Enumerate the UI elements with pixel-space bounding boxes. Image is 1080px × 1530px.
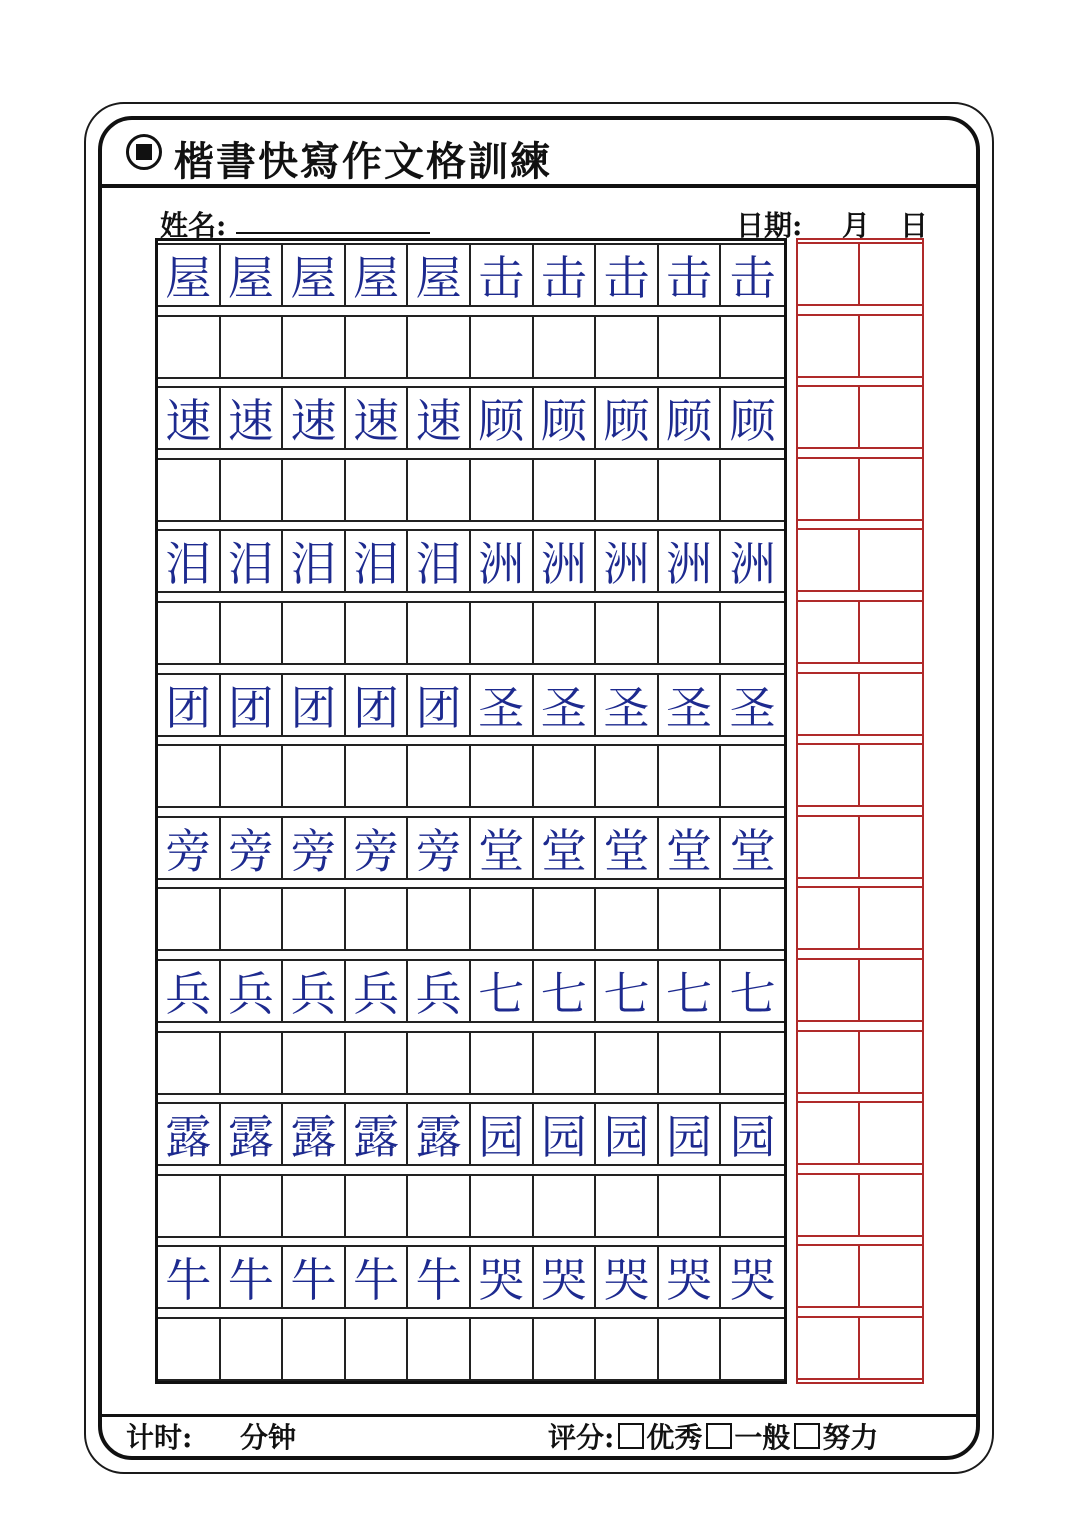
red-cell[interactable] <box>860 1244 922 1308</box>
blank-cell[interactable] <box>283 1031 346 1095</box>
blank-cell[interactable] <box>596 458 659 522</box>
blank-cell[interactable] <box>346 887 409 951</box>
character-cell: 露 <box>158 1102 221 1166</box>
checkbox-icon[interactable] <box>706 1423 732 1449</box>
blank-cell[interactable] <box>659 1317 722 1381</box>
blank-cell[interactable] <box>534 601 597 665</box>
blank-cell[interactable] <box>221 1317 284 1381</box>
blank-cell[interactable] <box>471 315 534 379</box>
red-cell[interactable] <box>798 672 860 736</box>
red-cell[interactable] <box>860 457 922 521</box>
character-cell: 兵 <box>221 959 284 1023</box>
practice-row <box>158 673 784 737</box>
blank-cell[interactable] <box>408 744 471 808</box>
character-cell: 击 <box>471 243 534 307</box>
character-cell: 七 <box>534 959 597 1023</box>
red-row <box>798 1244 922 1308</box>
red-cell[interactable] <box>860 600 922 664</box>
blank-cell[interactable] <box>408 458 471 522</box>
character-cell: 泪 <box>346 529 409 593</box>
character-cell: 泪 <box>408 529 471 593</box>
blank-cell[interactable] <box>408 1031 471 1095</box>
blank-cell[interactable] <box>471 1174 534 1238</box>
character-cell: 堂 <box>721 816 784 880</box>
score-option-effort[interactable]: 努力 <box>794 1416 878 1456</box>
blank-cell[interactable] <box>534 1174 597 1238</box>
character-cell: 洲 <box>596 529 659 593</box>
blank-cell[interactable] <box>408 1174 471 1238</box>
blank-cell[interactable] <box>283 1174 346 1238</box>
red-cell[interactable] <box>798 1316 860 1380</box>
character-cell: 击 <box>534 243 597 307</box>
red-cell[interactable] <box>860 242 922 306</box>
blank-cell[interactable] <box>596 1174 659 1238</box>
blank-cell[interactable] <box>659 601 722 665</box>
blank-cell[interactable] <box>721 1317 784 1381</box>
blank-cell[interactable] <box>659 744 722 808</box>
red-cell[interactable] <box>798 528 860 592</box>
character-cell: 牛 <box>346 1245 409 1309</box>
red-cell[interactable] <box>860 528 922 592</box>
blank-cell[interactable] <box>721 315 784 379</box>
red-cell[interactable] <box>860 1030 922 1094</box>
character-cell: 泪 <box>221 529 284 593</box>
red-cell[interactable] <box>860 815 922 879</box>
practice-row <box>158 386 784 450</box>
character-cell: 屋 <box>221 243 284 307</box>
score-option-excellent[interactable]: 优秀 <box>618 1416 702 1456</box>
red-cell[interactable] <box>860 1173 922 1237</box>
character-cell: 团 <box>221 673 284 737</box>
blank-cell[interactable] <box>471 601 534 665</box>
character-cell: 圣 <box>659 673 722 737</box>
red-row <box>798 886 922 950</box>
blank-row <box>158 1031 784 1095</box>
blank-cell[interactable] <box>534 458 597 522</box>
character-cell: 速 <box>221 386 284 450</box>
practice-row <box>158 529 784 593</box>
character-cell: 哭 <box>471 1245 534 1309</box>
red-row <box>798 457 922 521</box>
character-cell: 屋 <box>283 243 346 307</box>
blank-cell[interactable] <box>158 887 221 951</box>
red-cell[interactable] <box>798 1101 860 1165</box>
character-cell: 露 <box>346 1102 409 1166</box>
blank-cell[interactable] <box>534 315 597 379</box>
blank-cell[interactable] <box>721 1031 784 1095</box>
name-label: 姓名: <box>160 209 227 242</box>
character-cell: 七 <box>721 959 784 1023</box>
red-cell[interactable] <box>798 958 860 1022</box>
blank-row <box>158 744 784 808</box>
character-cell: 洲 <box>721 529 784 593</box>
blank-cell[interactable] <box>471 744 534 808</box>
minutes-label: 分钟 <box>240 1421 297 1454</box>
character-cell: 速 <box>408 386 471 450</box>
score-section <box>548 1416 878 1456</box>
red-row <box>798 242 922 306</box>
blank-cell[interactable] <box>283 1317 346 1381</box>
blank-cell[interactable] <box>346 1031 409 1095</box>
character-cell: 顾 <box>721 386 784 450</box>
character-cell: 泪 <box>158 529 221 593</box>
character-cell: 屋 <box>408 243 471 307</box>
blank-cell[interactable] <box>534 1031 597 1095</box>
character-cell: 七 <box>596 959 659 1023</box>
blank-cell[interactable] <box>659 1174 722 1238</box>
blank-cell[interactable] <box>596 1317 659 1381</box>
character-cell: 园 <box>534 1102 597 1166</box>
character-cell: 洲 <box>471 529 534 593</box>
character-cell: 团 <box>346 673 409 737</box>
score-option-average[interactable]: 一般 <box>706 1416 790 1456</box>
character-cell: 牛 <box>221 1245 284 1309</box>
red-row <box>798 600 922 664</box>
red-row <box>798 528 922 592</box>
blank-cell[interactable] <box>283 887 346 951</box>
practice-row <box>158 243 784 307</box>
red-cell[interactable] <box>860 743 922 807</box>
red-row <box>798 743 922 807</box>
red-row <box>798 1101 922 1165</box>
character-cell: 泪 <box>283 529 346 593</box>
blank-cell[interactable] <box>471 1031 534 1095</box>
character-cell: 哭 <box>534 1245 597 1309</box>
practice-row <box>158 816 784 880</box>
character-cell: 园 <box>721 1102 784 1166</box>
red-cell[interactable] <box>798 815 860 879</box>
name-field[interactable] <box>236 232 430 234</box>
red-practice-column <box>796 238 924 1384</box>
red-cell[interactable] <box>860 886 922 950</box>
blank-cell[interactable] <box>158 1031 221 1095</box>
blank-cell[interactable] <box>158 315 221 379</box>
blank-cell[interactable] <box>471 458 534 522</box>
character-cell: 园 <box>596 1102 659 1166</box>
character-cell: 堂 <box>471 816 534 880</box>
character-cell: 露 <box>221 1102 284 1166</box>
blank-cell[interactable] <box>534 887 597 951</box>
red-row <box>798 1030 922 1094</box>
blank-cell[interactable] <box>158 601 221 665</box>
character-cell: 七 <box>471 959 534 1023</box>
character-cell: 牛 <box>408 1245 471 1309</box>
character-cell: 堂 <box>596 816 659 880</box>
character-cell: 哭 <box>596 1245 659 1309</box>
blank-cell[interactable] <box>221 1031 284 1095</box>
blank-cell[interactable] <box>596 744 659 808</box>
character-cell: 旁 <box>283 816 346 880</box>
red-cell[interactable] <box>860 672 922 736</box>
red-cell[interactable] <box>798 1030 860 1094</box>
day-label: 日 <box>900 209 929 242</box>
blank-cell[interactable] <box>221 887 284 951</box>
character-cell: 兵 <box>346 959 409 1023</box>
blank-cell[interactable] <box>158 458 221 522</box>
character-cell: 洲 <box>534 529 597 593</box>
blank-cell[interactable] <box>346 601 409 665</box>
blank-cell[interactable] <box>721 601 784 665</box>
red-row <box>798 385 922 449</box>
practice-grid <box>155 238 787 1384</box>
character-cell: 堂 <box>534 816 597 880</box>
character-cell: 团 <box>158 673 221 737</box>
red-cell[interactable] <box>798 743 860 807</box>
blank-cell[interactable] <box>221 458 284 522</box>
character-cell: 七 <box>659 959 722 1023</box>
blank-cell[interactable] <box>659 1031 722 1095</box>
character-cell: 速 <box>283 386 346 450</box>
blank-cell[interactable] <box>596 887 659 951</box>
blank-cell[interactable] <box>721 887 784 951</box>
red-row <box>798 1173 922 1237</box>
blank-cell[interactable] <box>221 601 284 665</box>
character-cell: 屋 <box>158 243 221 307</box>
character-cell: 圣 <box>596 673 659 737</box>
character-cell: 顾 <box>659 386 722 450</box>
blank-cell[interactable] <box>346 315 409 379</box>
blank-row <box>158 601 784 665</box>
blank-row <box>158 458 784 522</box>
red-cell[interactable] <box>798 600 860 664</box>
date-label: 日期: <box>736 209 803 242</box>
character-cell: 击 <box>659 243 722 307</box>
blank-cell[interactable] <box>721 458 784 522</box>
brand-logo-icon <box>126 134 162 170</box>
blank-cell[interactable] <box>534 744 597 808</box>
character-cell: 牛 <box>158 1245 221 1309</box>
red-cell[interactable] <box>860 314 922 378</box>
character-cell: 兵 <box>283 959 346 1023</box>
character-cell: 团 <box>408 673 471 737</box>
blank-cell[interactable] <box>221 744 284 808</box>
character-cell: 牛 <box>283 1245 346 1309</box>
character-cell: 圣 <box>721 673 784 737</box>
practice-row <box>158 1245 784 1309</box>
blank-cell[interactable] <box>534 1317 597 1381</box>
blank-cell[interactable] <box>346 458 409 522</box>
red-row <box>798 1316 922 1380</box>
blank-cell[interactable] <box>158 744 221 808</box>
character-cell: 兵 <box>408 959 471 1023</box>
blank-cell[interactable] <box>283 744 346 808</box>
blank-cell[interactable] <box>283 315 346 379</box>
blank-cell[interactable] <box>659 458 722 522</box>
red-cell[interactable] <box>798 1173 860 1237</box>
blank-cell[interactable] <box>346 744 409 808</box>
character-cell: 顾 <box>596 386 659 450</box>
blank-row <box>158 1174 784 1238</box>
checkbox-icon[interactable] <box>794 1423 820 1449</box>
blank-cell[interactable] <box>158 1174 221 1238</box>
character-cell: 园 <box>659 1102 722 1166</box>
red-row <box>798 314 922 378</box>
character-cell: 兵 <box>158 959 221 1023</box>
blank-row <box>158 1317 784 1381</box>
character-cell: 哭 <box>721 1245 784 1309</box>
blank-row <box>158 887 784 951</box>
blank-cell[interactable] <box>659 887 722 951</box>
blank-cell[interactable] <box>408 315 471 379</box>
red-cell[interactable] <box>798 314 860 378</box>
character-cell: 堂 <box>659 816 722 880</box>
blank-cell[interactable] <box>283 601 346 665</box>
month-label: 月 <box>842 209 871 242</box>
character-cell: 顾 <box>534 386 597 450</box>
timer-label: 计时: <box>126 1421 193 1454</box>
red-cell[interactable] <box>798 1244 860 1308</box>
red-cell[interactable] <box>860 1316 922 1380</box>
character-cell: 速 <box>158 386 221 450</box>
blank-cell[interactable] <box>471 887 534 951</box>
blank-cell[interactable] <box>221 1174 284 1238</box>
blank-cell[interactable] <box>596 315 659 379</box>
blank-cell[interactable] <box>721 744 784 808</box>
blank-cell[interactable] <box>408 601 471 665</box>
red-row <box>798 958 922 1022</box>
blank-cell[interactable] <box>721 1174 784 1238</box>
blank-cell[interactable] <box>471 1317 534 1381</box>
blank-cell[interactable] <box>221 315 284 379</box>
red-cell[interactable] <box>860 958 922 1022</box>
checkbox-icon[interactable] <box>618 1423 644 1449</box>
blank-cell[interactable] <box>659 315 722 379</box>
red-cell[interactable] <box>798 242 860 306</box>
red-row <box>798 815 922 879</box>
blank-cell[interactable] <box>408 1317 471 1381</box>
red-row <box>798 672 922 736</box>
character-cell: 园 <box>471 1102 534 1166</box>
red-cell[interactable] <box>798 457 860 521</box>
character-cell: 团 <box>283 673 346 737</box>
practice-row <box>158 1102 784 1166</box>
blank-cell[interactable] <box>158 1317 221 1381</box>
character-cell: 圣 <box>534 673 597 737</box>
character-cell: 旁 <box>346 816 409 880</box>
blank-row <box>158 315 784 379</box>
red-cell[interactable] <box>860 1101 922 1165</box>
blank-cell[interactable] <box>283 458 346 522</box>
character-cell: 洲 <box>659 529 722 593</box>
red-cell[interactable] <box>798 886 860 950</box>
blank-cell[interactable] <box>596 1031 659 1095</box>
blank-cell[interactable] <box>346 1317 409 1381</box>
character-cell: 旁 <box>221 816 284 880</box>
character-cell: 顾 <box>471 386 534 450</box>
red-cell[interactable] <box>860 385 922 449</box>
character-cell: 旁 <box>158 816 221 880</box>
character-cell: 露 <box>408 1102 471 1166</box>
character-cell: 速 <box>346 386 409 450</box>
character-cell: 哭 <box>659 1245 722 1309</box>
character-cell: 圣 <box>471 673 534 737</box>
practice-row <box>158 959 784 1023</box>
blank-cell[interactable] <box>346 1174 409 1238</box>
character-cell: 击 <box>721 243 784 307</box>
character-cell: 旁 <box>408 816 471 880</box>
character-cell: 屋 <box>346 243 409 307</box>
blank-cell[interactable] <box>596 601 659 665</box>
page-title: 楷書快寫作文格訓練 <box>174 138 552 185</box>
score-label: 评分: <box>548 1421 615 1454</box>
blank-cell[interactable] <box>408 887 471 951</box>
red-cell[interactable] <box>798 385 860 449</box>
character-cell: 露 <box>283 1102 346 1166</box>
character-cell: 击 <box>596 243 659 307</box>
